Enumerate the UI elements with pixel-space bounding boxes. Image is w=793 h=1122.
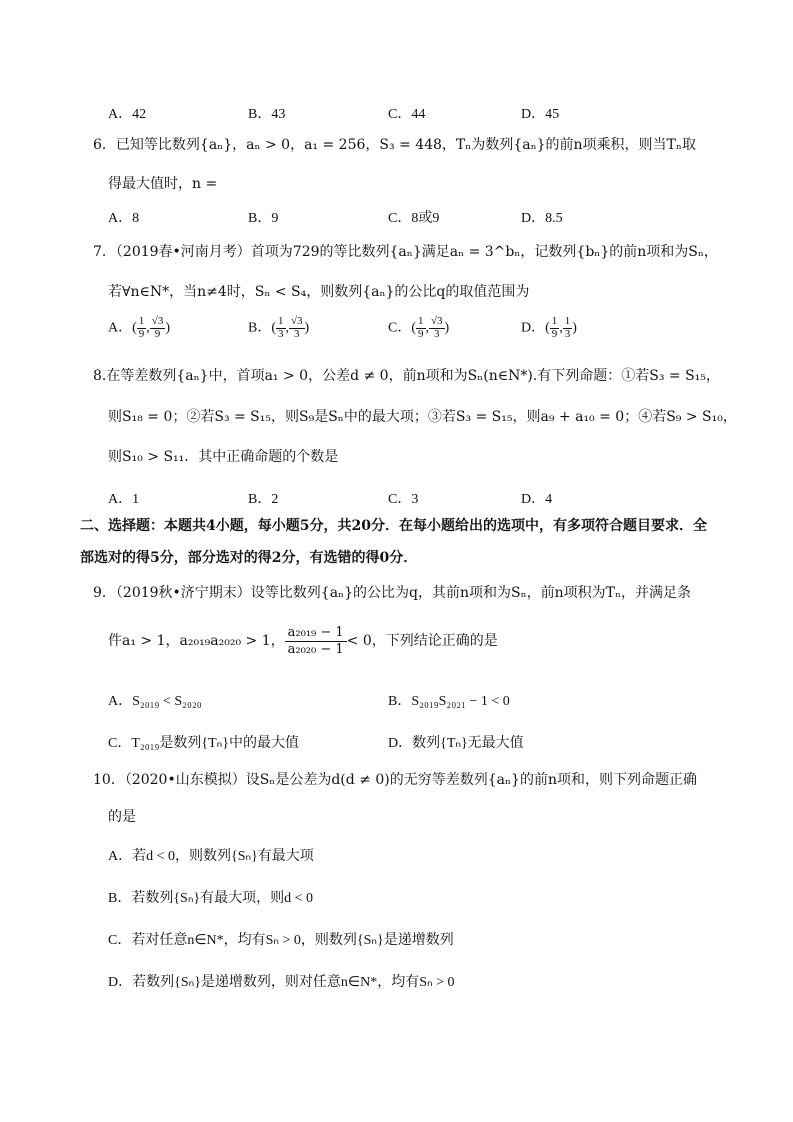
fraction <box>429 316 445 340</box>
fraction <box>563 316 573 340</box>
option-a: A．( $\frac{1}{9}$ , $\frac{√3}{9}$ ) <box>108 315 170 340</box>
numerator: a₂₀₁₉ − 1 <box>285 625 347 642</box>
denominator: a₂₀₂₀ − 1 <box>287 641 344 657</box>
numerator: 1 <box>551 315 558 327</box>
option-b: B．9 <box>248 211 279 226</box>
option-d: D．8.5 <box>521 211 563 226</box>
close-paren: ) <box>444 320 450 336</box>
condition-tail: < 0，下列结论正确的是 <box>346 633 498 650</box>
option-c: C．( $\frac{1}{9}$ , $\frac{√3}{3}$ ) <box>388 315 450 340</box>
numerator: √3 <box>151 315 164 327</box>
option-c: C．44 <box>388 107 426 122</box>
option-d: D．4 <box>521 492 553 507</box>
fraction <box>150 316 166 340</box>
fraction <box>276 316 286 340</box>
option-c: C．若对任意n∈N*，均有Sₙ > 0，则数列{Sₙ}是递增数列 <box>108 933 454 948</box>
numerator: 1 <box>418 315 424 327</box>
option-d: D．若数列{Sₙ}是递增数列，则对任意n∈N*，均有Sₙ > 0 <box>108 975 455 990</box>
numerator: 1 <box>138 315 145 327</box>
condition-text: 件a₁ > 1，a₂₀₁₉a₂₀₂₀ > 1， <box>108 633 285 650</box>
option-a: A．8 <box>108 211 140 226</box>
option-b: B．43 <box>248 107 286 122</box>
numerator: 1 <box>564 315 571 327</box>
option-label: D．( <box>521 320 550 336</box>
option-label: A．( <box>108 320 137 336</box>
question-8-stem-line1: 8.在等差数列{aₙ}中，首项a₁ > 0，公差d ≠ 0，前n项和为Sₙ(n∈N*).有下列命题：①若S₃ = S₁₅， <box>93 368 720 384</box>
denominator: 3 <box>294 327 300 340</box>
option-label: C．( <box>388 320 416 336</box>
numerator: 1 <box>278 315 284 327</box>
fraction <box>289 316 305 340</box>
option-a: A．1 <box>108 492 140 507</box>
option-c: C．T₂₀₁₉是数列{Tₙ}中的最大值 <box>108 736 299 751</box>
option-b: B．S₂₀₁₉S₂₀₂₁ − 1 < 0 <box>388 694 510 709</box>
question-7-stem-line2: 若∀n∈N*，当n≠4时，Sₙ < S₄，则数列{aₙ}的公比q的取值范围为 <box>108 284 530 300</box>
option-d: D．数列{Tₙ}无最大值 <box>388 736 524 751</box>
option-label: B．( <box>248 320 276 336</box>
denominator: 3 <box>564 327 571 340</box>
denominator: 9 <box>418 327 424 340</box>
close-paren: ) <box>304 320 310 336</box>
numerator: √3 <box>291 315 303 327</box>
option-b: B．2 <box>248 492 279 507</box>
denominator: 9 <box>138 327 145 340</box>
question-6-stem-line1: 6．已知等比数列{aₙ}，aₙ > 0，a₁ = 256，S₃ = 448，Tₙ为数列{aₙ}的前n项乘积，则当Tₙ取 <box>93 137 696 153</box>
denominator: 3 <box>434 327 440 340</box>
option-d: D．( $\frac{1}{9}$ , $\frac{1}{3}$ ) <box>521 315 577 340</box>
option-b: B．( $\frac{1}{3}$ , $\frac{√3}{3}$ ) <box>248 315 310 340</box>
question-10-stem-line2: 的是 <box>108 809 136 825</box>
option-a: A．42 <box>108 107 147 122</box>
numerator: √3 <box>431 315 443 327</box>
question-9-stem-line1: 9．（2019秋•济宁期末）设等比数列{aₙ}的公比为q，其前n项和为Sₙ，前n项积为Tₙ，并满足条 <box>93 585 692 601</box>
denominator: 9 <box>154 327 161 340</box>
question-8-stem-line2: 则S₁₈ = 0；②若S₃ = S₁₅，则S₉是Sₙ中的最大项；③若S₃ = S₁₅，则a₉ + a₁₀ = 0；④若S₉ > S₁₀， <box>108 409 737 425</box>
question-10-stem-line1: 10．（2020•山东模拟）设Sₙ是公差为d(d ≠ 0)的无穷等差数列{aₙ}的前n项和，则下列命题正确 <box>93 772 697 788</box>
question-7-stem-line1: 7．（2019春•河南月考）首项为729的等比数列{aₙ}满足aₙ = 3^bₙ，记数列{bₙ}的前n项和为Sₙ， <box>93 244 718 260</box>
option-d: D．45 <box>521 107 560 122</box>
denominator: 9 <box>551 327 558 340</box>
section-2-line2: 部选对的得5分，部分选对的得2分，有选错的得0分． <box>80 550 418 566</box>
option-c: C．8或9 <box>388 211 440 226</box>
condition-fraction <box>285 625 347 657</box>
fraction <box>550 316 560 340</box>
question-8-stem-line3: 则S₁₀ > S₁₁．其中正确命题的个数是 <box>108 449 339 465</box>
question-6-stem-line2: 得最大值时，n = <box>108 176 218 192</box>
option-c: C．3 <box>388 492 419 507</box>
option-b: B．若数列{Sₙ}有最大项，则d < 0 <box>108 891 314 906</box>
fraction <box>416 316 426 340</box>
close-paren: ) <box>165 320 170 336</box>
option-a: A．S₂₀₁₉ < S₂₀₂₀ <box>108 694 202 709</box>
close-paren: ) <box>572 320 577 336</box>
section-2-line1: 二、选择题：本题共4小题，每小题5分，共20分．在每小题给出的选项中，有多项符合题目要求．全 <box>80 518 707 534</box>
question-9-stem-line2 <box>108 625 498 657</box>
option-a: A．若d < 0，则数列{Sₙ}有最大项 <box>108 849 314 864</box>
fraction <box>137 316 147 340</box>
denominator: 3 <box>278 327 284 340</box>
